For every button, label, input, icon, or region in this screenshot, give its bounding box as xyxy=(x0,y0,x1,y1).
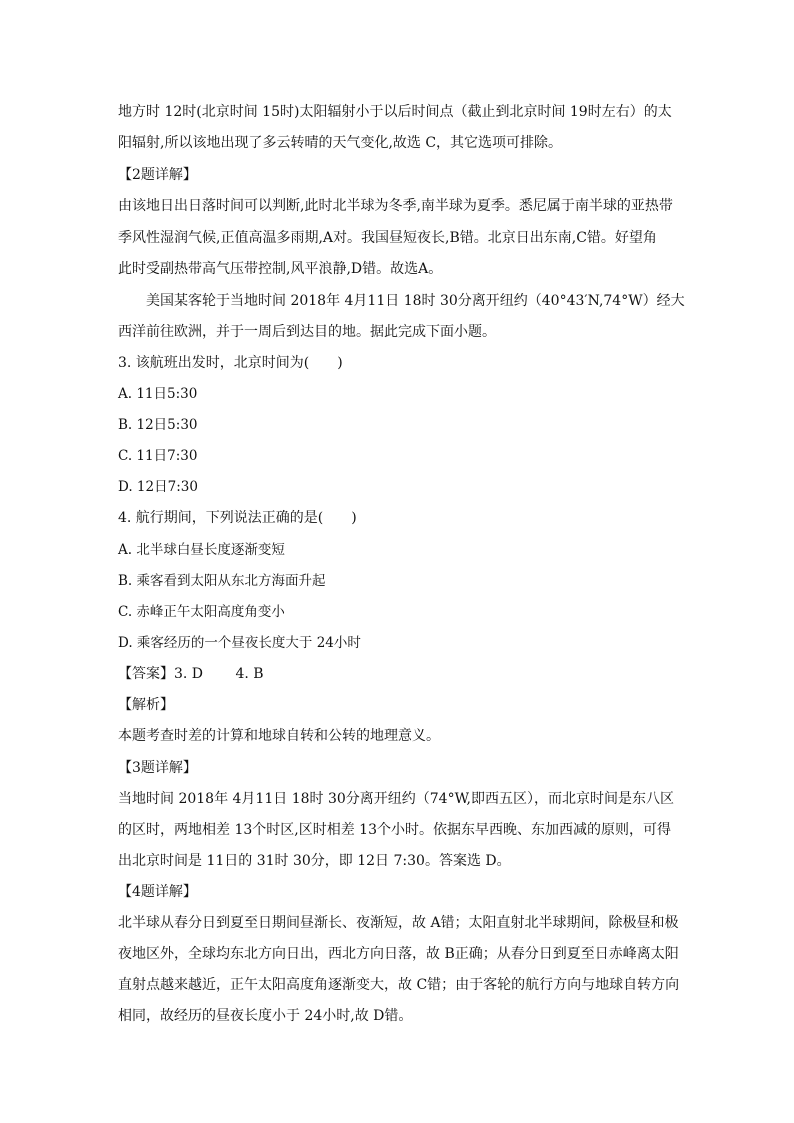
section-heading: 【3题详解】 xyxy=(118,760,197,776)
passage-line: 西洋前往欧洲，并于一周后到达目的地。据此完成下面小题。 xyxy=(118,324,496,340)
section-heading: 【4题详解】 xyxy=(118,884,197,900)
option-d: D. 乘客经历的一个昼夜长度大于 24小时 xyxy=(118,635,361,651)
passage-line: 美国某客轮于当地时间 2018年 4月11日 18时 30分离开纽约（40°43′N,74°W）经大 xyxy=(146,293,685,309)
question-4: 4. 航行期间，下列说法正确的是( ) xyxy=(118,510,357,526)
option-d: D. 12日7:30 xyxy=(118,479,198,495)
paragraph-line: 阳辐射,所以该地出现了多云转晴的天气变化,故选 C，其它选项可排除。 xyxy=(118,135,563,151)
option-b: B. 乘客看到太阳从东北方海面升起 xyxy=(118,573,326,589)
paragraph-line: 北半球从春分日到夏至日期间昼渐长、夜渐短，故 A错；太阳直射北半球期间，除极昼和极 xyxy=(118,915,679,931)
option-a: A. 北半球白昼长度逐渐变短 xyxy=(118,542,285,558)
paragraph-line: 地方时 12时(北京时间 15时)太阳辐射小于以后时间点（截止到北京时间 19时左右）的太 xyxy=(118,104,672,120)
paragraph-line: 出北京时间是 11日的 31时 30分，即 12日 7:30。答案选 D。 xyxy=(118,853,511,869)
section-heading: 【解析】 xyxy=(118,697,174,713)
paragraph-line: 当地时间 2018年 4月11日 18时 30分离开纽约（74°W,即西五区），而北京时间是东八区 xyxy=(118,791,674,807)
answer-line: 【答案】3. D 4. B xyxy=(118,666,264,682)
paragraph-line: 本题考查时差的计算和地球自转和公转的地理意义。 xyxy=(118,728,440,744)
question-3: 3. 该航班出发时，北京时间为( ) xyxy=(118,355,343,371)
paragraph-line: 直射点越来越近，正午太阳高度角逐渐变大，故 C错；由于客轮的航行方向与地球自转方向 xyxy=(118,977,680,993)
option-c: C. 11日7:30 xyxy=(118,448,198,464)
paragraph-line: 的区时，两地相差 13个时区,区时相差 13个小时。依据东早西晚、东加西减的原则，可得 xyxy=(118,822,671,838)
paragraph-line: 夜地区外，全球均东北方向日出，西北方向日落，故 B正确；从春分日到夏至日赤峰离太阳 xyxy=(118,946,679,962)
option-b: B. 12日5:30 xyxy=(118,417,198,433)
paragraph-line: 相同，故经历的昼夜长度小于 24小时,故 D错。 xyxy=(118,1008,413,1024)
paragraph-line: 由该地日出日落时间可以判断,此时北半球为冬季,南半球为夏季。悉尼属于南半球的亚热带 xyxy=(118,198,673,214)
section-heading: 【2题详解】 xyxy=(118,167,197,183)
paragraph-line: 此时受副热带高气压带控制,风平浪静,D错。故选A。 xyxy=(118,261,443,277)
paragraph-line: 季风性湿润气候,正值高温多雨期,A对。我国昼短夜长,B错。北京日出东南,C错。好望角 xyxy=(118,230,657,246)
option-a: A. 11日5:30 xyxy=(118,386,198,402)
option-c: C. 赤峰正午太阳高度角变小 xyxy=(118,604,285,620)
